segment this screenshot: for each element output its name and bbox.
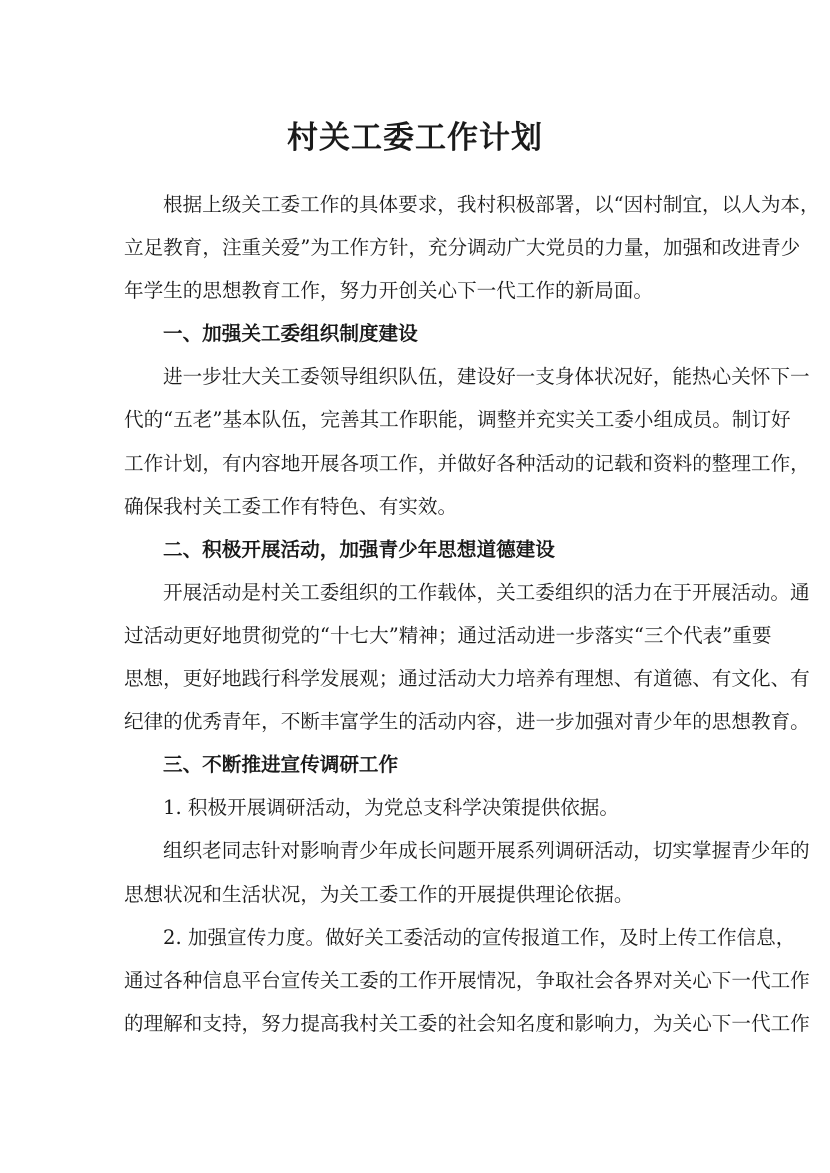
paragraph [124,916,810,1045]
text-line: 二、积极开展活动，加强青少年思想道德建设 [163,537,555,561]
paragraph [124,355,810,527]
text-line: 代的“五老”基本队伍，完善其工作职能，调整并充实关工委小组成员。制订好 [124,408,791,432]
paragraph [124,829,810,915]
text-line: 思想，更好地践行科学发展观；通过活动大力培养有理想、有道德、有文化、有 [124,667,810,691]
document-title: 村关工委工作计划 [287,120,543,156]
text-line: 根据上级关工委工作的具体要求，我村积极部署，以“因村制宜，以人为本， [163,193,820,216]
text-line: 思想状况和生活状况，为关工委工作的开展提供理论依据。 [124,882,634,906]
paragraph [124,183,820,312]
text-line: 工作计划，有内容地开展各项工作，并做好各种活动的记载和资料的整理工作， [124,451,810,475]
text-line: 一、加强关工委组织制度建设 [163,322,418,346]
text-line: 组织老同志针对影响青少年成长问题开展系列调研活动，切实掌握青少年的 [163,839,810,863]
text-line: 纪律的优秀青年，不断丰富学生的活动内容，进一步加强对青少年的思想教育。 [124,710,810,734]
section-heading [124,312,708,355]
text-line: 年学生的思想教育工作，努力开创关心下一代工作的新局面。 [124,279,654,303]
text-line: 进一步壮大关工委领导组织队伍，建设好一支身体状况好，能热心关怀下一 [163,365,810,389]
paragraph [124,571,810,743]
section-heading [124,528,708,571]
text-line: 的理解和支持，努力提高我村关工委的社会知名度和影响力，为关心下一代工作 [124,1011,810,1035]
paragraph [124,786,708,829]
text-line: 1. 积极开展调研活动，为党总支科学决策提供依据。 [163,796,619,820]
text-line: 立足教育，注重关爱”为工作方针，充分调动广大党员的力量，加强和改进青少 [124,236,801,260]
text-line: 过活动更好地贯彻党的“十七大”精神；通过活动进一步落实“三个代表”重要 [124,623,772,647]
text-line: 2. 加强宣传力度。做好关工委活动的宣传报道工作，及时上传工作信息， [163,925,796,949]
text-line: 开展活动是村关工委组织的工作载体，关工委组织的活力在于开展活动。通 [163,580,810,604]
document-body [124,183,820,1045]
text-line: 三、不断推进宣传调研工作 [163,753,399,777]
section-heading [124,743,708,786]
text-line: 通过各种信息平台宣传关工委的工作开展情况，争取社会各界对关心下一代工作 [124,968,810,992]
text-line: 确保我村关工委工作有特色、有实效。 [124,494,458,518]
